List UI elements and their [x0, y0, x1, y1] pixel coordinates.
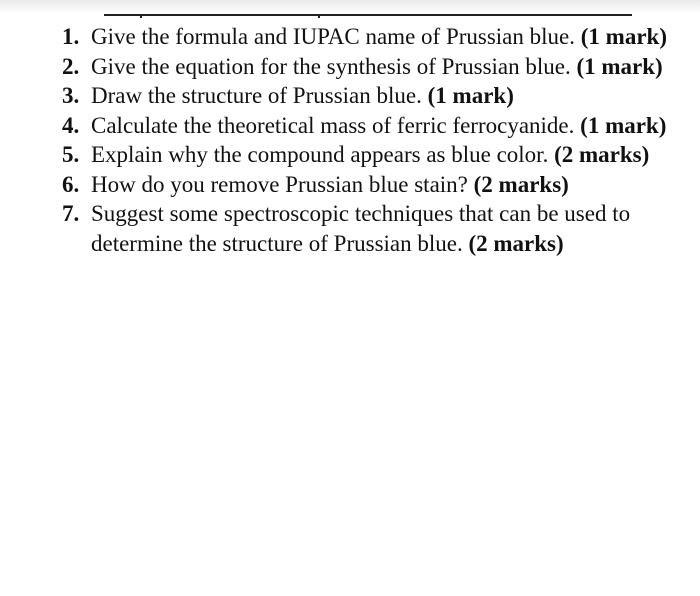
question-number: 7.: [62, 201, 80, 226]
cut-off-underline: [104, 14, 632, 16]
question-item: [62, 140, 692, 170]
question-text: Suggest some spectroscopic techniques that can be used to determine the structure of Prussian blue.: [91, 201, 631, 256]
question-number: 4.: [62, 112, 80, 138]
question-item: [62, 81, 692, 111]
cut-off-glyph-fragment: [318, 14, 320, 18]
question-item: [62, 199, 692, 258]
question-number: 1.: [62, 24, 80, 49]
question-marks: (2 marks): [554, 142, 650, 167]
question-number: 2.: [62, 53, 80, 79]
question-marks: (1 mark): [576, 53, 663, 79]
question-number: 3.: [62, 83, 80, 108]
question-item: [62, 22, 692, 52]
question-marks: (2 marks): [468, 230, 564, 256]
question-text: Give the equation for the synthesis of Prussian blue.: [91, 53, 577, 79]
question-text: Give the formula and IUPAC name of Prussian blue.: [91, 24, 581, 49]
question-item: [62, 111, 692, 141]
cut-off-glyph-fragment: [140, 14, 142, 18]
question-text: Explain why the compound appears as blue color.: [91, 142, 555, 167]
question-list: [62, 22, 692, 258]
question-text: Draw the structure of Prussian blue.: [91, 83, 428, 108]
question-number: 5.: [62, 142, 80, 167]
question-text: How do you remove Prussian blue stain?: [91, 171, 474, 197]
question-item: [62, 170, 692, 200]
question-marks: (1 mark): [580, 112, 667, 138]
question-number: 6.: [62, 171, 80, 197]
question-text: Calculate the theoretical mass of ferric ferrocyanide.: [91, 112, 581, 138]
page-top-edge: [0, 0, 700, 14]
question-item: [62, 52, 692, 82]
question-marks: (1 mark): [427, 83, 514, 108]
question-marks: (1 mark): [580, 24, 667, 49]
question-marks: (2 marks): [473, 171, 569, 197]
